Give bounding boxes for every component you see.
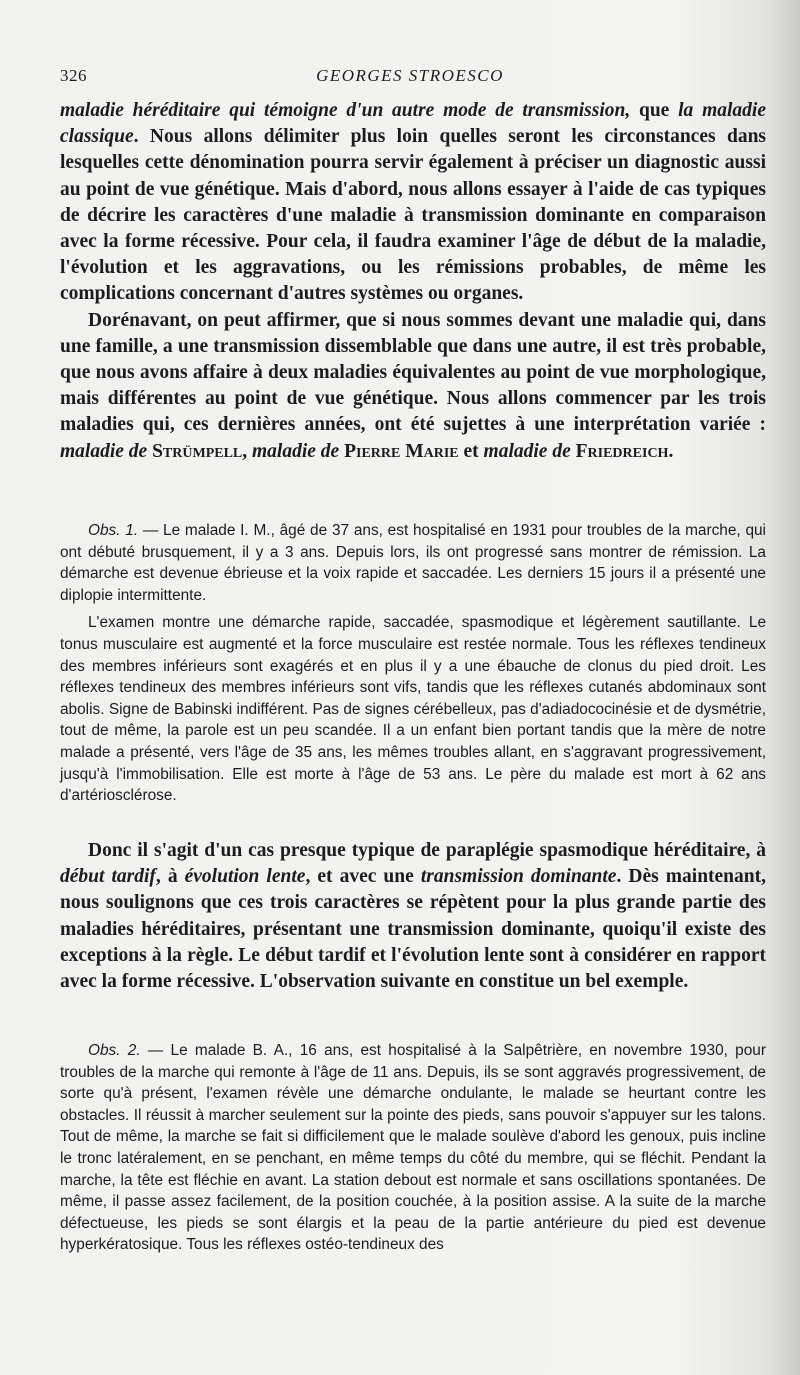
para3-text-1: Donc il s'agit d'un cas presque typique de paraplégie spasmodique héréditaire, à [88,840,766,861]
para2-author-strumpell: Strümpell, [147,440,248,462]
para2-italic-2: maladie de [247,440,345,462]
para2-italic-3: maladie de [483,440,571,462]
running-title: GEORGES STROESCO [316,66,504,85]
para3-text-2: , à [155,866,185,888]
para3-text-3: , et avec une [305,866,421,888]
paragraph-3 [60,838,766,995]
para1-italic-1: maladie héréditaire qui témoigne d'un autre mode de transmission, [60,100,631,121]
obs1-paragraph-1 [60,520,766,606]
paragraph-1 [60,98,766,308]
paragraph-2 [60,308,766,465]
main-text-top [60,98,766,465]
obs2-paragraph-1 [60,1040,766,1256]
obs1-text-2: L'examen montre une démarche rapide, saccadée, spasmodique et légèrement sautillante. Le tonus musculaire est augmenté et la force musculaire est restée normale. Tous les réflexes tendineux des membres inférieurs sont exagérés et en plus il y a une ébauche de clonus du pied droit. Les réflexes tendineux des membres inférieurs sont vifs, tandis que les réflexes cutanés abdominaux sont abolis. Signe de Babinski indifférent. Pas de signes cérébelleux, pas d'adiadococinésie et de dysmétrie, tout de même, la parole est un peu scandée. Il a un enfant bien portant tandis que la mère de notre malade a présenté, vers l'âge de 35 ans, les mêmes troubles allant, en s'aggravant progressivement, jusqu'à l'immobilisation. Elle est morte à l'âge de 53 ans. Le père du malade est mort à 62 ans d'artériosclérose. [60,614,766,805]
para2-author-pierre-marie: Pierre Marie [344,440,459,462]
para3-italic-2: évolution lente [184,866,306,888]
para2-text-2: et [458,440,484,462]
page-number: 326 [60,66,87,85]
para2-italic-1: maladie de [60,440,148,462]
para3-italic-3: transmission dominante [420,866,617,888]
obs2-text-1: — Le malade B. A., 16 ans, est hospitalisé à la Salpêtrière, en novembre 1930, pour troubles de la marche qui remonte à l'âge de 11 ans. Depuis, ils se sont aggravés progressivement, de sorte qu'à présent, l'examen révèle une démarche ondulante, le malade se heurtant contre les obstacles. Il réussit à marcher seulement sur la pointe des pieds, sans pouvoir s'appuyer sur les talons. Tout de même, la marche se fait si difficilement que le malade soulève d'abord les genoux, puis incline le tronc latéralement, en se penchant, en même temps du côté du membre, qui se fléchit. Pendant la marche, la tête est fléchie en avant. La station debout est normale et sans oscillations spontanées. De même, il passe assez facilement, de la position couchée, à la position assise. A la suite de la marche défectueuse, les pieds se sont élargis et la peau de la partie antérieure du pied est devenue hyperkératosique. Tous les réflexes ostéo-tendineux des [60,1042,766,1254]
obs1-label: Obs. 1. [88,522,139,539]
para1-text-2: . Nous allons délimiter plus loin quelles seront les circonstances dans lesquelles cette dénomination pourra servir également à préciser un diagnostic aussi au point de vue génétique. Mais d'abord, nous allons essayer à l'aide de cas typiques de décrire les caractères d'une maladie à transmission dominante en comparaison avec la forme récessive. Pour cela, il faudra examiner l'âge de début de la maladie, l'évolution et les aggravations, ou les rémissions probables, de même les complications concernant d'autres systèmes ou organes. [60,126,766,305]
obs2-label: Obs. 2. [88,1042,141,1059]
obs1-text-1: — Le malade I. M., âgé de 37 ans, est hospitalisé en 1931 pour troubles de la marche, qui ont débuté brusquement, il y a 3 ans. Depuis lors, ils ont progressé sans montrer de rémission. La démarche est devenue ébrieuse et la voix rapide et saccadée. Les derniers 15 jours il a présenté une diplopie intermittente. [60,522,766,604]
para2-text-1: Dorénavant, on peut affirmer, que si nous sommes devant une maladie qui, dans une famille, a une transmission dissemblable que dans une autre, il est très probable, que nous avons affaire à deux maladies équivalentes au point de vue morphologique, mais différentes au point de vue génétique. Nous allons commencer par les trois maladies qui, ces dernières années, ont été sujettes à une interprétation variée : [60,309,766,436]
obs1-paragraph-2 [60,612,766,806]
para3-italic-1: début tardif [60,866,156,888]
observation-1 [60,520,766,807]
para3-text-4: . Dès maintenant, nous soulignons que ces trois caractères se répètent pour la plus grande partie des maladies héréditaires, présentant une transmission dominante, quoiqu'il existe des exceptions à la règle. Le début tardif et l'évolution lente sont à considérer en rapport avec la forme récessive. L'observation suivante en constitue un bel exemple. [60,866,766,993]
para1-italic-2: la maladie classique [60,100,766,148]
observation-2 [60,1040,766,1256]
page-header [60,66,760,92]
main-text-middle [60,838,766,995]
para2-author-friedreich: Friedreich. [570,440,674,462]
para1-text-1: que [630,100,679,121]
